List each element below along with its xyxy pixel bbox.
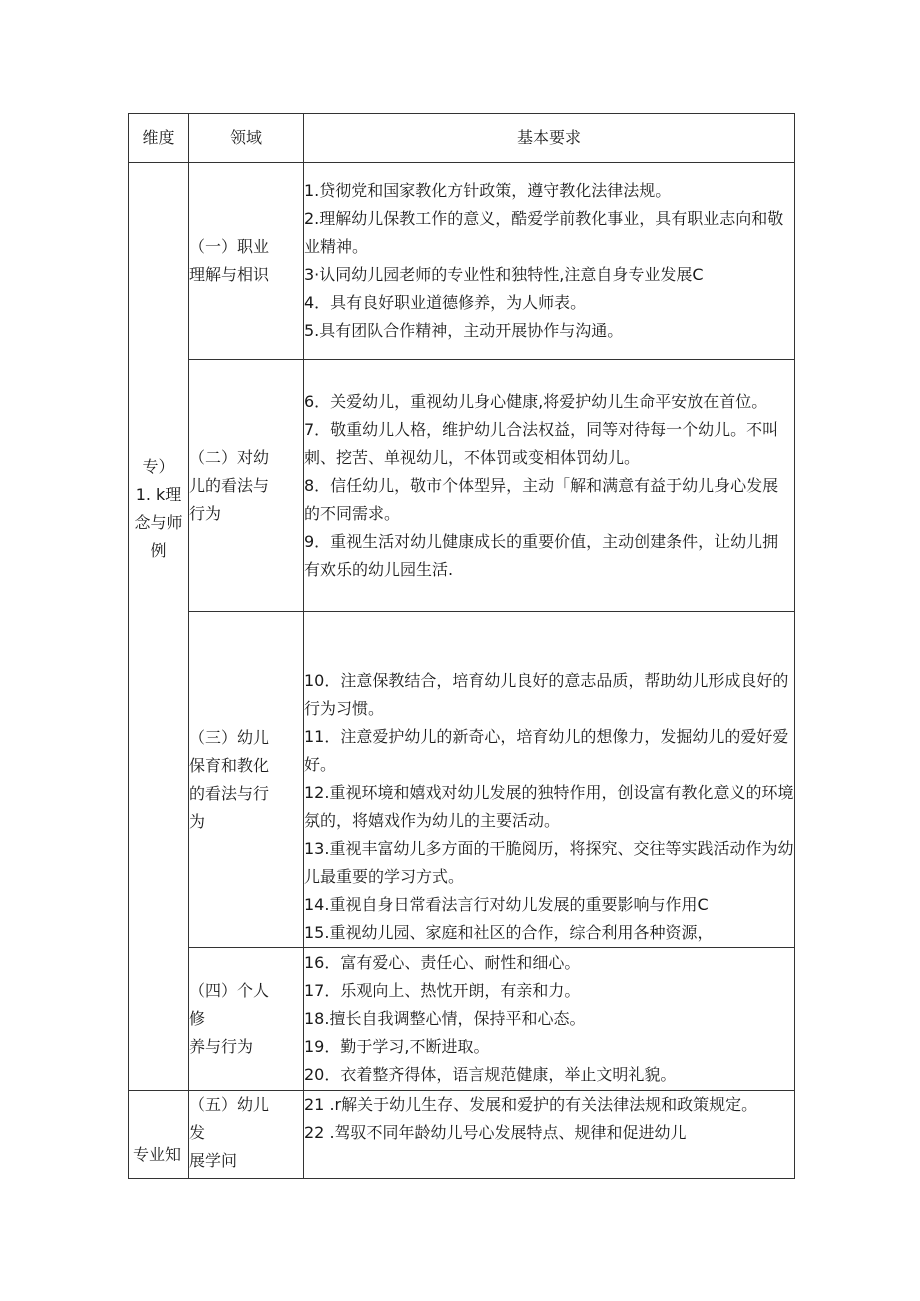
list-item: 14.重视自身日常看法言行对幼儿发展的重要影响与作用C [304, 895, 709, 914]
dimension-cell [129, 1091, 189, 1179]
requirements-cell [304, 1091, 795, 1179]
domain-label: （一）职业 理解与相识 [189, 163, 304, 360]
list-item: 13.重视丰富幼儿多方面的干脆阅历，将探究、交往等实践活动作为幼儿最重要的学习方式。 [304, 839, 794, 886]
list-item: 20．衣着整齐得体，语言规范健康，举止文明礼貌。 [304, 1065, 677, 1084]
list-item: 17．乐观向上、热忱开朗，有亲和力。 [304, 981, 581, 1000]
domain-label: （二）对幼 儿的看法与 行为 [189, 360, 304, 612]
list-item: 7．敬重幼儿人格，维护幼儿合法权益，同等对待每一个幼儿。不叫刺、挖苦、单视幼儿，不体罚或变相体罚幼儿。 [304, 419, 779, 467]
list-item: 10．注意保教结合，培育幼儿良好的意志品质，帮助幼儿形成良好的行为习惯。 [304, 671, 789, 718]
table-row [129, 612, 795, 948]
requirements-cell [304, 948, 795, 1091]
list-item: 5.具有团队合作精神，主动开展协作与沟通。 [304, 321, 624, 340]
dimension-label: 专业知 [133, 1145, 182, 1164]
header-dimension: 维度 [129, 114, 189, 163]
list-item: 11．注意爱护幼儿的新奇心，培育幼儿的想像力，发掘幼儿的爱好爱好。 [304, 727, 789, 774]
domain-label: （三）幼儿 保育和教化 的看法与行 为 [189, 612, 304, 948]
list-item: 4．具有良好职业道德修养，为人师表。 [304, 293, 587, 312]
table-row [129, 163, 795, 360]
list-item: 2.理解幼儿保教工作的意义，酷爱学前教化事业，具有职业志向和敬业精神。 [304, 209, 784, 256]
table-row [129, 1091, 795, 1179]
dimension-label: 专） 1. k理 念与师 例 [134, 457, 183, 560]
header-requirements: 基本要求 [304, 114, 795, 163]
list-item: 1.贷彻党和国家教化方针政策，遵守教化法律法规。 [304, 181, 672, 200]
requirements-cell [304, 612, 795, 948]
list-item: 16．富有爱心、责任心、耐性和细心。 [304, 953, 581, 972]
header-domain: 领域 [189, 114, 304, 163]
list-item: 9．重视生活对幼儿健康成长的重要价值，主动创建条件，让幼儿拥有欢乐的幼儿园生活. [304, 531, 779, 579]
list-item: 8．信任幼儿，敬市个体型异，主动「解和满意有益于幼儿身心发展的不同需求。 [304, 475, 779, 523]
requirements-cell [304, 360, 795, 612]
list-item: 18.擅长自我调整心情，保持平和心态。 [304, 1009, 586, 1028]
list-item: 19．勤于学习,不断进取。 [304, 1037, 490, 1056]
table-row [129, 948, 795, 1091]
list-item: 21 .r解关于幼儿生存、发展和爱护的有关法律法规和政策规定。 [304, 1095, 758, 1114]
list-item: 15.重视幼儿园、家庭和社区的合作，综合利用各种资源， [304, 923, 714, 942]
domain-label: （四）个人 修 养与行为 [189, 948, 304, 1091]
list-item: 6．关爱幼儿，重视幼儿身心健康,将爱护幼儿生命平安放在首位。 [304, 391, 768, 411]
list-item: 12.重视环境和嬉戏对幼儿发展的独特作用，创设富有教化意义的环境氛的，将嬉戏作为幼儿的主要活动。 [304, 783, 794, 830]
requirements-table [128, 113, 795, 1179]
header-row [129, 114, 795, 163]
requirements-cell [304, 163, 795, 360]
dimension-cell [129, 163, 189, 1091]
list-item: 22 .驾驭不同年龄幼儿号心发展特点、规律和促进幼儿 [304, 1123, 687, 1142]
list-item: 3·认同幼儿园老师的专业性和独特性,注意自身专业发展C [304, 265, 704, 284]
domain-label: （五）幼儿 发 展学问 [189, 1091, 304, 1179]
table-row [129, 360, 795, 612]
